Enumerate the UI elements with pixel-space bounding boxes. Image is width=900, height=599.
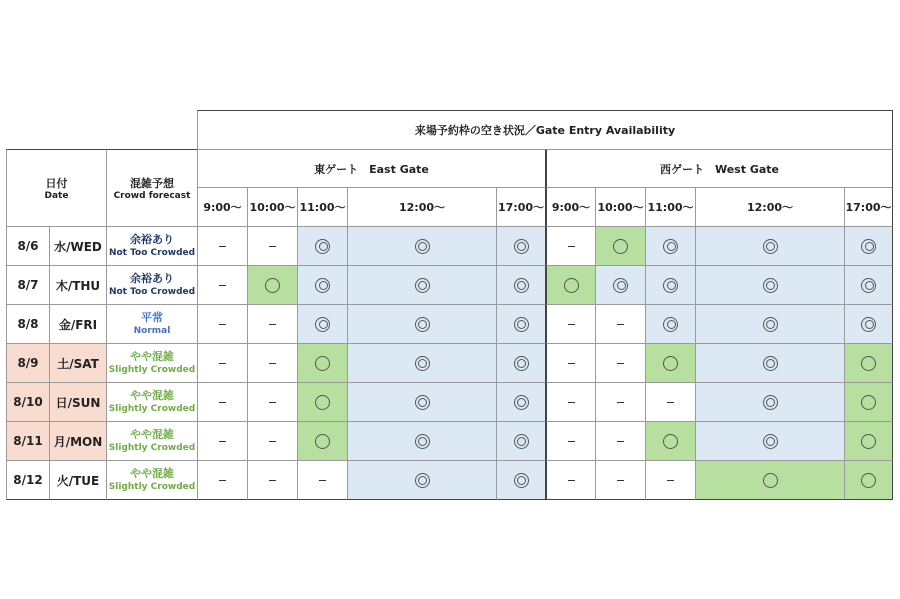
- east-slot-cell: [197, 265, 248, 305]
- east-slot-cell: [197, 382, 248, 422]
- double-circle-icon: [663, 278, 678, 293]
- circle-icon: [315, 434, 330, 449]
- date-header-jp: 日付: [45, 177, 68, 190]
- day-cell: [49, 226, 107, 266]
- east-slot-cell: [347, 226, 497, 266]
- west-slot-cell: [844, 343, 893, 383]
- dash-icon: [568, 480, 575, 481]
- east-slot-cell: [247, 460, 298, 500]
- east-time-header: [297, 187, 348, 227]
- date-cell: [6, 226, 50, 266]
- time-label: 11:00～: [299, 201, 346, 214]
- east-slot-cell: [347, 265, 497, 305]
- west-slot-cell: [545, 382, 596, 422]
- double-circle-icon: [763, 239, 778, 254]
- forecast-jp: やや混雑: [130, 350, 174, 363]
- double-circle-icon: [415, 317, 430, 332]
- double-circle-icon: [514, 239, 529, 254]
- forecast-en: Slightly Crowded: [108, 404, 196, 414]
- forecast-header: [106, 149, 198, 227]
- west-slot-cell: [595, 460, 646, 500]
- forecast-en: Slightly Crowded: [108, 443, 196, 453]
- date-text: 8/9: [17, 356, 39, 370]
- time-label: 11:00～: [647, 201, 694, 214]
- dash-icon: [269, 246, 276, 247]
- east-slot-cell: [247, 226, 298, 266]
- east-slot-cell: [347, 304, 497, 344]
- dash-icon: [667, 402, 674, 403]
- double-circle-icon: [315, 317, 330, 332]
- forecast-en: Slightly Crowded: [108, 365, 196, 375]
- dash-icon: [617, 402, 624, 403]
- east-slot-cell: [496, 226, 546, 266]
- date-text: 8/8: [17, 317, 39, 331]
- forecast-jp: やや混雑: [130, 389, 174, 402]
- west-slot-cell: [645, 421, 696, 461]
- east-slot-cell: [347, 460, 497, 500]
- east-slot-cell: [496, 304, 546, 344]
- dash-icon: [617, 480, 624, 481]
- date-text: 8/7: [17, 278, 39, 292]
- double-circle-icon: [415, 395, 430, 410]
- dash-icon: [617, 324, 624, 325]
- west-slot-cell: [844, 304, 893, 344]
- east-slot-cell: [297, 304, 348, 344]
- west-gate-header: [545, 149, 893, 188]
- date-cell: [6, 304, 50, 344]
- availability-title-text: 来場予約枠の空き状況／Gate Entry Availability: [414, 124, 676, 137]
- west-slot-cell: [645, 343, 696, 383]
- double-circle-icon: [315, 278, 330, 293]
- west-time-header: [595, 187, 646, 227]
- forecast-cell: [106, 382, 198, 422]
- double-circle-icon: [663, 239, 678, 254]
- dash-icon: [617, 441, 624, 442]
- forecast-jp: やや混雑: [130, 467, 174, 480]
- day-text: 木/THU: [55, 278, 101, 293]
- double-circle-icon: [315, 239, 330, 254]
- circle-icon: [663, 434, 678, 449]
- day-cell: [49, 460, 107, 500]
- day-cell: [49, 382, 107, 422]
- date-text: 8/11: [13, 434, 43, 448]
- forecast-cell: [106, 265, 198, 305]
- forecast-en: Normal: [133, 326, 171, 336]
- east-slot-cell: [247, 382, 298, 422]
- double-circle-icon: [514, 317, 529, 332]
- forecast-cell: [106, 421, 198, 461]
- double-circle-icon: [763, 278, 778, 293]
- dash-icon: [667, 480, 674, 481]
- date-cell: [6, 265, 50, 305]
- west-slot-cell: [545, 265, 596, 305]
- day-text: 月/MON: [53, 434, 103, 449]
- day-cell: [49, 343, 107, 383]
- forecast-en: Slightly Crowded: [108, 482, 196, 492]
- day-cell: [49, 265, 107, 305]
- west-slot-cell: [545, 421, 596, 461]
- double-circle-icon: [514, 434, 529, 449]
- date-cell: [6, 343, 50, 383]
- day-text: 金/FRI: [58, 317, 98, 332]
- west-time-header: [844, 187, 893, 227]
- date-text: 8/12: [13, 473, 43, 487]
- dash-icon: [568, 324, 575, 325]
- east-time-header: [247, 187, 298, 227]
- east-slot-cell: [247, 421, 298, 461]
- east-slot-cell: [496, 265, 546, 305]
- forecast-cell: [106, 460, 198, 500]
- double-circle-icon: [415, 473, 430, 488]
- forecast-cell: [106, 226, 198, 266]
- double-circle-icon: [763, 356, 778, 371]
- forecast-jp: やや混雑: [130, 428, 174, 441]
- double-circle-icon: [415, 356, 430, 371]
- dash-icon: [319, 480, 326, 481]
- time-label: 10:00～: [249, 201, 296, 214]
- west-slot-cell: [545, 226, 596, 266]
- dash-icon: [568, 363, 575, 364]
- east-slot-cell: [347, 421, 497, 461]
- double-circle-icon: [415, 434, 430, 449]
- time-label: 12:00～: [398, 201, 445, 214]
- date-text: 8/10: [13, 395, 43, 409]
- west-slot-cell: [844, 265, 893, 305]
- forecast-header-jp: 混雑予想: [130, 177, 174, 190]
- east-slot-cell: [197, 460, 248, 500]
- west-slot-cell: [645, 304, 696, 344]
- west-slot-cell: [695, 460, 845, 500]
- forecast-jp: 余裕あり: [130, 233, 174, 246]
- east-slot-cell: [297, 382, 348, 422]
- double-circle-icon: [763, 395, 778, 410]
- west-slot-cell: [595, 265, 646, 305]
- west-slot-cell: [695, 265, 845, 305]
- forecast-jp: 余裕あり: [130, 272, 174, 285]
- double-circle-icon: [861, 239, 876, 254]
- east-slot-cell: [347, 343, 497, 383]
- forecast-en: Not Too Crowded: [108, 248, 196, 258]
- double-circle-icon: [514, 278, 529, 293]
- east-slot-cell: [347, 382, 497, 422]
- dash-icon: [269, 324, 276, 325]
- east-slot-cell: [496, 421, 546, 461]
- dash-icon: [219, 285, 226, 286]
- west-slot-cell: [695, 343, 845, 383]
- east-time-header: [347, 187, 497, 227]
- circle-icon: [861, 434, 876, 449]
- double-circle-icon: [514, 395, 529, 410]
- east-slot-cell: [297, 265, 348, 305]
- dash-icon: [219, 441, 226, 442]
- double-circle-icon: [415, 239, 430, 254]
- day-text: 火/TUE: [56, 473, 100, 488]
- day-cell: [49, 421, 107, 461]
- time-label: 9:00～: [551, 201, 591, 214]
- dash-icon: [269, 363, 276, 364]
- date-header: [6, 149, 107, 227]
- east-slot-cell: [247, 343, 298, 383]
- east-slot-cell: [297, 421, 348, 461]
- dash-icon: [219, 480, 226, 481]
- west-slot-cell: [595, 304, 646, 344]
- double-circle-icon: [763, 317, 778, 332]
- east-slot-cell: [496, 382, 546, 422]
- circle-icon: [315, 356, 330, 371]
- time-label: 9:00～: [203, 201, 242, 214]
- dash-icon: [568, 402, 575, 403]
- day-text: 水/WED: [54, 239, 102, 254]
- circle-icon: [763, 473, 778, 488]
- west-slot-cell: [844, 382, 893, 422]
- west-slot-cell: [844, 460, 893, 500]
- east-gate-header: [197, 149, 546, 188]
- circle-icon: [265, 278, 280, 293]
- double-circle-icon: [663, 317, 678, 332]
- forecast-en: Not Too Crowded: [108, 287, 196, 297]
- west-slot-cell: [595, 343, 646, 383]
- forecast-header-en: Crowd forecast: [113, 191, 191, 201]
- east-gate-title: 東ゲート East Gate: [314, 162, 429, 176]
- time-label: 17:00～: [497, 201, 544, 214]
- date-cell: [6, 421, 50, 461]
- forecast-cell: [106, 304, 198, 344]
- availability-title: [197, 110, 893, 150]
- double-circle-icon: [415, 278, 430, 293]
- east-slot-cell: [297, 343, 348, 383]
- west-slot-cell: [545, 343, 596, 383]
- west-slot-cell: [844, 421, 893, 461]
- dash-icon: [269, 402, 276, 403]
- circle-icon: [861, 356, 876, 371]
- double-circle-icon: [613, 278, 628, 293]
- west-slot-cell: [695, 382, 845, 422]
- circle-icon: [315, 395, 330, 410]
- west-slot-cell: [645, 226, 696, 266]
- dash-icon: [219, 402, 226, 403]
- east-slot-cell: [496, 343, 546, 383]
- double-circle-icon: [763, 434, 778, 449]
- west-time-header: [645, 187, 696, 227]
- east-slot-cell: [197, 421, 248, 461]
- double-circle-icon: [514, 473, 529, 488]
- east-slot-cell: [297, 226, 348, 266]
- double-circle-icon: [861, 278, 876, 293]
- circle-icon: [861, 395, 876, 410]
- date-header-en: Date: [44, 191, 69, 201]
- east-slot-cell: [247, 304, 298, 344]
- east-slot-cell: [197, 304, 248, 344]
- forecast-jp: 平常: [141, 311, 163, 324]
- west-slot-cell: [595, 382, 646, 422]
- east-time-header: [197, 187, 248, 227]
- west-slot-cell: [595, 421, 646, 461]
- west-slot-cell: [645, 265, 696, 305]
- dash-icon: [568, 246, 575, 247]
- east-slot-cell: [197, 343, 248, 383]
- time-label: 10:00～: [597, 201, 644, 214]
- time-label: 12:00～: [746, 201, 793, 214]
- west-slot-cell: [695, 304, 845, 344]
- day-text: 土/SAT: [57, 356, 99, 371]
- date-cell: [6, 382, 50, 422]
- dash-icon: [219, 324, 226, 325]
- east-slot-cell: [496, 460, 546, 500]
- east-slot-cell: [197, 226, 248, 266]
- date-text: 8/6: [17, 239, 39, 253]
- west-slot-cell: [695, 226, 845, 266]
- west-slot-cell: [645, 460, 696, 500]
- east-slot-cell: [247, 265, 298, 305]
- day-text: 日/SUN: [55, 395, 101, 410]
- west-slot-cell: [645, 382, 696, 422]
- dash-icon: [269, 441, 276, 442]
- east-time-header: [496, 187, 546, 227]
- time-label: 17:00～: [845, 201, 892, 214]
- west-gate-title: 西ゲート West Gate: [659, 162, 779, 176]
- dash-icon: [617, 363, 624, 364]
- double-circle-icon: [514, 356, 529, 371]
- forecast-cell: [106, 343, 198, 383]
- west-time-header: [545, 187, 596, 227]
- circle-icon: [564, 278, 579, 293]
- east-slot-cell: [297, 460, 348, 500]
- circle-icon: [613, 239, 628, 254]
- west-slot-cell: [595, 226, 646, 266]
- day-cell: [49, 304, 107, 344]
- west-slot-cell: [545, 304, 596, 344]
- double-circle-icon: [861, 317, 876, 332]
- west-slot-cell: [695, 421, 845, 461]
- dash-icon: [568, 441, 575, 442]
- west-time-header: [695, 187, 845, 227]
- west-slot-cell: [844, 226, 893, 266]
- date-cell: [6, 460, 50, 500]
- circle-icon: [861, 473, 876, 488]
- west-slot-cell: [545, 460, 596, 500]
- dash-icon: [269, 480, 276, 481]
- dash-icon: [219, 363, 226, 364]
- circle-icon: [663, 356, 678, 371]
- dash-icon: [219, 246, 226, 247]
